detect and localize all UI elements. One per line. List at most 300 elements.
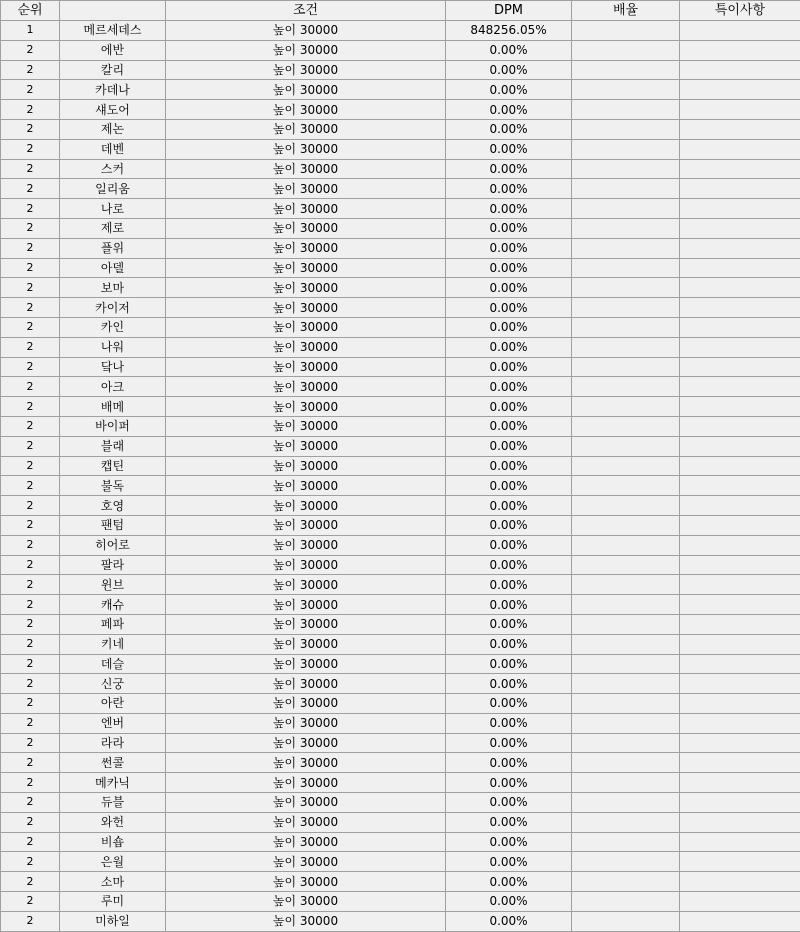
multiplier-cell[interactable] [572,159,680,179]
dpm-cell[interactable]: 0.00% [446,179,572,199]
condition-cell[interactable]: 높이 30000 [166,119,446,139]
multiplier-cell[interactable] [572,773,680,793]
condition-cell[interactable]: 높이 30000 [166,634,446,654]
rank-cell[interactable]: 2 [1,713,60,733]
rank-cell[interactable]: 2 [1,535,60,555]
notes-cell[interactable] [680,535,800,555]
multiplier-cell[interactable] [572,753,680,773]
rank-cell[interactable]: 2 [1,496,60,516]
notes-cell[interactable] [680,337,800,357]
multiplier-cell[interactable] [572,179,680,199]
condition-cell[interactable]: 높이 30000 [166,159,446,179]
notes-cell[interactable] [680,159,800,179]
dpm-cell[interactable]: 0.00% [446,416,572,436]
multiplier-cell[interactable] [572,634,680,654]
condition-cell[interactable]: 높이 30000 [166,713,446,733]
notes-cell[interactable] [680,218,800,238]
header-dpm[interactable]: DPM [446,1,572,21]
rank-cell[interactable]: 2 [1,278,60,298]
multiplier-cell[interactable] [572,852,680,872]
dpm-cell[interactable]: 0.00% [446,357,572,377]
multiplier-cell[interactable] [572,892,680,912]
condition-cell[interactable]: 높이 30000 [166,80,446,100]
job-name-cell[interactable]: 캡틴 [60,456,166,476]
condition-cell[interactable]: 높이 30000 [166,595,446,615]
table-row [1,397,800,417]
multiplier-cell[interactable] [572,832,680,852]
multiplier-cell[interactable] [572,21,680,41]
job-name-cell[interactable]: 카인 [60,317,166,337]
job-name-cell[interactable]: 나로 [60,199,166,219]
dpm-cell[interactable]: 0.00% [446,298,572,318]
rank-cell[interactable]: 1 [1,21,60,41]
dpm-cell[interactable]: 0.00% [446,496,572,516]
condition-cell[interactable]: 높이 30000 [166,555,446,575]
notes-cell[interactable] [680,317,800,337]
multiplier-cell[interactable] [572,733,680,753]
dpm-cell[interactable]: 0.00% [446,595,572,615]
dpm-cell[interactable]: 0.00% [446,139,572,159]
job-name-cell[interactable]: 아델 [60,258,166,278]
condition-cell[interactable]: 높이 30000 [166,238,446,258]
condition-cell[interactable]: 높이 30000 [166,832,446,852]
condition-cell[interactable]: 높이 30000 [166,218,446,238]
notes-cell[interactable] [680,357,800,377]
header-multiplier[interactable]: 배율 [572,1,680,21]
dpm-cell[interactable]: 0.00% [446,397,572,417]
notes-cell[interactable] [680,654,800,674]
table-row [1,337,800,357]
rank-cell[interactable]: 2 [1,733,60,753]
table-row [1,793,800,813]
dpm-cell[interactable]: 0.00% [446,793,572,813]
dpm-cell[interactable]: 0.00% [446,713,572,733]
notes-cell[interactable] [680,812,800,832]
job-name-cell[interactable]: 팬텀 [60,515,166,535]
rank-cell[interactable]: 2 [1,119,60,139]
notes-cell[interactable] [680,397,800,417]
job-name-cell[interactable]: 썬콜 [60,753,166,773]
dpm-cell[interactable]: 0.00% [446,100,572,120]
notes-cell[interactable] [680,634,800,654]
job-name-cell[interactable]: 아란 [60,694,166,714]
condition-cell[interactable]: 높이 30000 [166,812,446,832]
condition-cell[interactable]: 높이 30000 [166,317,446,337]
multiplier-cell[interactable] [572,515,680,535]
notes-cell[interactable] [680,614,800,634]
dpm-cell[interactable]: 0.00% [446,199,572,219]
table-row [1,733,800,753]
dpm-cell[interactable]: 0.00% [446,614,572,634]
job-name-cell[interactable]: 칼리 [60,60,166,80]
multiplier-cell[interactable] [572,436,680,456]
notes-cell[interactable] [680,476,800,496]
multiplier-cell[interactable] [572,238,680,258]
dpm-cell[interactable]: 0.00% [446,80,572,100]
multiplier-cell[interactable] [572,40,680,60]
multiplier-cell[interactable] [572,575,680,595]
notes-cell[interactable] [680,595,800,615]
notes-cell[interactable] [680,258,800,278]
job-name-cell[interactable]: 미하일 [60,911,166,931]
dpm-cell[interactable]: 0.00% [446,575,572,595]
dpm-cell[interactable]: 0.00% [446,832,572,852]
job-name-cell[interactable]: 호영 [60,496,166,516]
condition-cell[interactable]: 높이 30000 [166,694,446,714]
rank-cell[interactable]: 2 [1,812,60,832]
condition-cell[interactable]: 높이 30000 [166,100,446,120]
rank-cell[interactable]: 2 [1,218,60,238]
dpm-cell[interactable]: 0.00% [446,852,572,872]
dpm-cell[interactable]: 0.00% [446,515,572,535]
dpm-cell[interactable]: 0.00% [446,278,572,298]
dpm-cell[interactable]: 0.00% [446,436,572,456]
dpm-cell[interactable]: 0.00% [446,60,572,80]
rank-cell[interactable]: 2 [1,139,60,159]
multiplier-cell[interactable] [572,674,680,694]
dpm-cell[interactable]: 0.00% [446,753,572,773]
rank-cell[interactable]: 2 [1,377,60,397]
notes-cell[interactable] [680,377,800,397]
condition-cell[interactable]: 높이 30000 [166,298,446,318]
table-row [1,713,800,733]
job-name-cell[interactable]: 블래 [60,436,166,456]
rank-cell[interactable]: 2 [1,694,60,714]
rank-cell[interactable]: 2 [1,555,60,575]
table-row [1,456,800,476]
multiplier-cell[interactable] [572,812,680,832]
condition-cell[interactable]: 높이 30000 [166,40,446,60]
dpm-cell[interactable]: 848256.05% [446,21,572,41]
dpm-cell[interactable]: 0.00% [446,456,572,476]
condition-cell[interactable]: 높이 30000 [166,337,446,357]
condition-cell[interactable]: 높이 30000 [166,21,446,41]
job-name-cell[interactable]: 제로 [60,218,166,238]
condition-cell[interactable]: 높이 30000 [166,278,446,298]
multiplier-cell[interactable] [572,496,680,516]
job-name-cell[interactable]: 키네 [60,634,166,654]
rank-cell[interactable]: 2 [1,60,60,80]
job-name-cell[interactable]: 아크 [60,377,166,397]
header-job[interactable] [60,1,166,21]
condition-cell[interactable]: 높이 30000 [166,575,446,595]
notes-cell[interactable] [680,793,800,813]
condition-cell[interactable]: 높이 30000 [166,496,446,516]
table-row [1,595,800,615]
job-name-cell[interactable]: 메카닉 [60,773,166,793]
header-condition[interactable]: 조건 [166,1,446,21]
condition-cell[interactable]: 높이 30000 [166,535,446,555]
multiplier-cell[interactable] [572,476,680,496]
table-row [1,555,800,575]
notes-cell[interactable] [680,892,800,912]
notes-cell[interactable] [680,139,800,159]
dpm-cell[interactable]: 0.00% [446,773,572,793]
dpm-cell[interactable]: 0.00% [446,872,572,892]
job-name-cell[interactable]: 플위 [60,238,166,258]
rank-cell[interactable]: 2 [1,357,60,377]
job-name-cell[interactable]: 제논 [60,119,166,139]
rank-cell[interactable]: 2 [1,634,60,654]
notes-cell[interactable] [680,773,800,793]
notes-cell[interactable] [680,456,800,476]
multiplier-cell[interactable] [572,298,680,318]
job-name-cell[interactable]: 카이저 [60,298,166,318]
condition-cell[interactable]: 높이 30000 [166,258,446,278]
dpm-cell[interactable]: 0.00% [446,317,572,337]
job-name-cell[interactable]: 팔라 [60,555,166,575]
condition-cell[interactable]: 높이 30000 [166,377,446,397]
multiplier-cell[interactable] [572,872,680,892]
rank-cell[interactable]: 2 [1,892,60,912]
dpm-cell[interactable]: 0.00% [446,555,572,575]
dpm-cell[interactable]: 0.00% [446,634,572,654]
condition-cell[interactable]: 높이 30000 [166,674,446,694]
notes-cell[interactable] [680,21,800,41]
rank-cell[interactable]: 2 [1,456,60,476]
condition-cell[interactable]: 높이 30000 [166,852,446,872]
job-name-cell[interactable]: 데슬 [60,654,166,674]
notes-cell[interactable] [680,674,800,694]
job-name-cell[interactable]: 바이퍼 [60,416,166,436]
condition-cell[interactable]: 높이 30000 [166,753,446,773]
job-name-cell[interactable]: 은월 [60,852,166,872]
condition-cell[interactable]: 높이 30000 [166,416,446,436]
dpm-cell[interactable]: 0.00% [446,258,572,278]
job-name-cell[interactable]: 섀도어 [60,100,166,120]
dpm-cell[interactable]: 0.00% [446,654,572,674]
notes-cell[interactable] [680,713,800,733]
notes-cell[interactable] [680,832,800,852]
job-name-cell[interactable]: 보마 [60,278,166,298]
dpm-cell[interactable]: 0.00% [446,119,572,139]
notes-cell[interactable] [680,872,800,892]
job-name-cell[interactable]: 닼나 [60,357,166,377]
dpm-cell[interactable]: 0.00% [446,238,572,258]
condition-cell[interactable]: 높이 30000 [166,476,446,496]
condition-cell[interactable]: 높이 30000 [166,179,446,199]
multiplier-cell[interactable] [572,793,680,813]
condition-cell[interactable]: 높이 30000 [166,654,446,674]
table-row [1,159,800,179]
rank-cell[interactable]: 2 [1,773,60,793]
notes-cell[interactable] [680,179,800,199]
dpm-cell[interactable]: 0.00% [446,377,572,397]
rank-cell[interactable]: 2 [1,654,60,674]
job-name-cell[interactable]: 에반 [60,40,166,60]
condition-cell[interactable]: 높이 30000 [166,872,446,892]
job-name-cell[interactable]: 히어로 [60,535,166,555]
job-name-cell[interactable]: 나워 [60,337,166,357]
rank-cell[interactable]: 2 [1,872,60,892]
condition-cell[interactable]: 높이 30000 [166,60,446,80]
notes-cell[interactable] [680,555,800,575]
notes-cell[interactable] [680,911,800,931]
multiplier-cell[interactable] [572,357,680,377]
condition-cell[interactable]: 높이 30000 [166,139,446,159]
rank-cell[interactable]: 2 [1,337,60,357]
multiplier-cell[interactable] [572,456,680,476]
dpm-cell[interactable]: 0.00% [446,694,572,714]
job-name-cell[interactable]: 배메 [60,397,166,417]
job-name-cell[interactable]: 듀블 [60,793,166,813]
notes-cell[interactable] [680,60,800,80]
notes-cell[interactable] [680,436,800,456]
condition-cell[interactable]: 높이 30000 [166,199,446,219]
condition-cell[interactable]: 높이 30000 [166,892,446,912]
rank-cell[interactable]: 2 [1,515,60,535]
notes-cell[interactable] [680,694,800,714]
dpm-cell[interactable]: 0.00% [446,674,572,694]
condition-cell[interactable]: 높이 30000 [166,357,446,377]
multiplier-cell[interactable] [572,397,680,417]
multiplier-cell[interactable] [572,337,680,357]
rank-cell[interactable]: 2 [1,614,60,634]
rank-cell[interactable]: 2 [1,179,60,199]
job-name-cell[interactable]: 라라 [60,733,166,753]
multiplier-cell[interactable] [572,60,680,80]
multiplier-cell[interactable] [572,595,680,615]
job-name-cell[interactable]: 데벤 [60,139,166,159]
multiplier-cell[interactable] [572,654,680,674]
job-name-cell[interactable]: 소마 [60,872,166,892]
condition-cell[interactable]: 높이 30000 [166,456,446,476]
table-row [1,317,800,337]
table-row [1,674,800,694]
table-row [1,357,800,377]
rank-cell[interactable]: 2 [1,575,60,595]
rank-cell[interactable]: 2 [1,852,60,872]
multiplier-cell[interactable] [572,80,680,100]
job-name-cell[interactable]: 스커 [60,159,166,179]
dpm-cell[interactable]: 0.00% [446,733,572,753]
table-row [1,575,800,595]
job-name-cell[interactable]: 엔버 [60,713,166,733]
multiplier-cell[interactable] [572,377,680,397]
rank-cell[interactable]: 2 [1,159,60,179]
dpm-cell[interactable]: 0.00% [446,218,572,238]
job-name-cell[interactable]: 일리움 [60,179,166,199]
notes-cell[interactable] [680,119,800,139]
notes-cell[interactable] [680,416,800,436]
rank-cell[interactable]: 2 [1,80,60,100]
condition-cell[interactable]: 높이 30000 [166,911,446,931]
rank-cell[interactable]: 2 [1,595,60,615]
multiplier-cell[interactable] [572,278,680,298]
rank-cell[interactable]: 2 [1,911,60,931]
notes-cell[interactable] [680,199,800,219]
dpm-cell[interactable]: 0.00% [446,812,572,832]
table-row [1,476,800,496]
job-name-cell[interactable]: 신궁 [60,674,166,694]
job-name-cell[interactable]: 카데나 [60,80,166,100]
job-name-cell[interactable]: 메르세데스 [60,21,166,41]
job-name-cell[interactable]: 페파 [60,614,166,634]
job-name-cell[interactable]: 와헌 [60,812,166,832]
dpm-cell[interactable]: 0.00% [446,535,572,555]
condition-cell[interactable]: 높이 30000 [166,793,446,813]
multiplier-cell[interactable] [572,713,680,733]
rank-cell[interactable]: 2 [1,298,60,318]
multiplier-cell[interactable] [572,555,680,575]
multiplier-cell[interactable] [572,100,680,120]
rank-cell[interactable]: 2 [1,832,60,852]
rank-cell[interactable]: 2 [1,416,60,436]
dpm-cell[interactable]: 0.00% [446,476,572,496]
multiplier-cell[interactable] [572,614,680,634]
header-rank[interactable]: 순위 [1,1,60,21]
rank-cell[interactable]: 2 [1,436,60,456]
notes-cell[interactable] [680,496,800,516]
condition-cell[interactable]: 높이 30000 [166,515,446,535]
multiplier-cell[interactable] [572,416,680,436]
rank-cell[interactable]: 2 [1,476,60,496]
job-name-cell[interactable]: 캐슈 [60,595,166,615]
multiplier-cell[interactable] [572,139,680,159]
rank-cell[interactable]: 2 [1,199,60,219]
header-notes[interactable]: 특이사항 [680,1,800,21]
job-name-cell[interactable]: 불독 [60,476,166,496]
rank-cell[interactable]: 2 [1,258,60,278]
rank-cell[interactable]: 2 [1,753,60,773]
condition-cell[interactable]: 높이 30000 [166,397,446,417]
condition-cell[interactable]: 높이 30000 [166,773,446,793]
dpm-cell[interactable]: 0.00% [446,911,572,931]
condition-cell[interactable]: 높이 30000 [166,614,446,634]
rank-cell[interactable]: 2 [1,793,60,813]
notes-cell[interactable] [680,753,800,773]
notes-cell[interactable] [680,515,800,535]
rank-cell[interactable]: 2 [1,238,60,258]
table-row [1,199,800,219]
notes-cell[interactable] [680,278,800,298]
multiplier-cell[interactable] [572,258,680,278]
rank-cell[interactable]: 2 [1,317,60,337]
job-name-cell[interactable]: 윈브 [60,575,166,595]
multiplier-cell[interactable] [572,535,680,555]
rank-cell[interactable]: 2 [1,100,60,120]
dpm-cell[interactable]: 0.00% [446,159,572,179]
table-row [1,436,800,456]
notes-cell[interactable] [680,80,800,100]
dpm-cell[interactable]: 0.00% [446,892,572,912]
job-name-cell[interactable]: 비숍 [60,832,166,852]
condition-cell[interactable]: 높이 30000 [166,436,446,456]
table-row [1,535,800,555]
multiplier-cell[interactable] [572,317,680,337]
condition-cell[interactable]: 높이 30000 [166,733,446,753]
job-name-cell[interactable]: 루미 [60,892,166,912]
notes-cell[interactable] [680,733,800,753]
table-row [1,179,800,199]
rank-cell[interactable]: 2 [1,40,60,60]
dpm-cell[interactable]: 0.00% [446,337,572,357]
multiplier-cell[interactable] [572,218,680,238]
multiplier-cell[interactable] [572,199,680,219]
notes-cell[interactable] [680,238,800,258]
multiplier-cell[interactable] [572,694,680,714]
rank-cell[interactable]: 2 [1,397,60,417]
notes-cell[interactable] [680,575,800,595]
multiplier-cell[interactable] [572,119,680,139]
notes-cell[interactable] [680,40,800,60]
multiplier-cell[interactable] [572,911,680,931]
notes-cell[interactable] [680,852,800,872]
notes-cell[interactable] [680,298,800,318]
dpm-cell[interactable]: 0.00% [446,40,572,60]
notes-cell[interactable] [680,100,800,120]
rank-cell[interactable]: 2 [1,674,60,694]
